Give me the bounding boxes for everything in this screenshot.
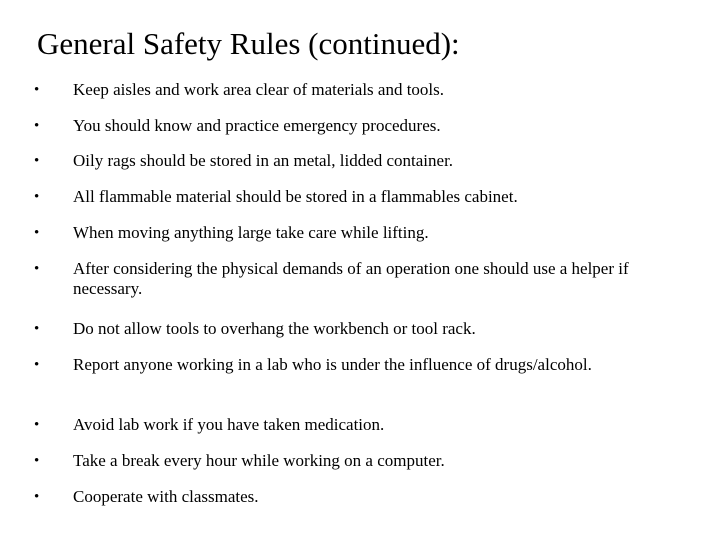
bullet-text: Keep aisles and work area clear of materials and tools. (73, 80, 445, 99)
bullet-text: Oily rags should be stored in an metal, lidded container. (73, 151, 454, 170)
slide-title: General Safety Rules (continued): (37, 26, 460, 61)
bullet-icon: • (34, 261, 40, 277)
bullet-icon: • (34, 118, 40, 134)
bullet-text: Report anyone working in a lab who is under the influence of drugs/alcohol. (73, 355, 592, 374)
bullet-text: Take a break every hour while working on a computer. (73, 451, 445, 470)
bullet-text: When moving anything large take care while lifting. (73, 223, 429, 242)
bullet-icon: • (34, 82, 40, 98)
bullet-text: After considering the physical demands of an operation one should use a helper if necessary. (73, 259, 629, 298)
bullet-icon: • (34, 153, 40, 169)
bullet-icon: • (34, 453, 40, 469)
bullet-text: Do not allow tools to overhang the workbench or tool rack. (73, 319, 476, 338)
bullet-icon: • (34, 189, 40, 205)
bullet-icon: • (34, 489, 40, 505)
bullet-text: You should know and practice emergency procedures. (73, 116, 441, 135)
bullet-text: Cooperate with classmates. (73, 487, 259, 506)
bullet-icon: • (34, 417, 40, 433)
bullet-icon: • (34, 321, 40, 337)
bullet-icon: • (34, 225, 40, 241)
bullet-text: All flammable material should be stored in a flammables cabinet. (73, 187, 518, 206)
bullet-icon: • (34, 357, 40, 373)
bullet-text: Avoid lab work if you have taken medication. (73, 415, 385, 434)
